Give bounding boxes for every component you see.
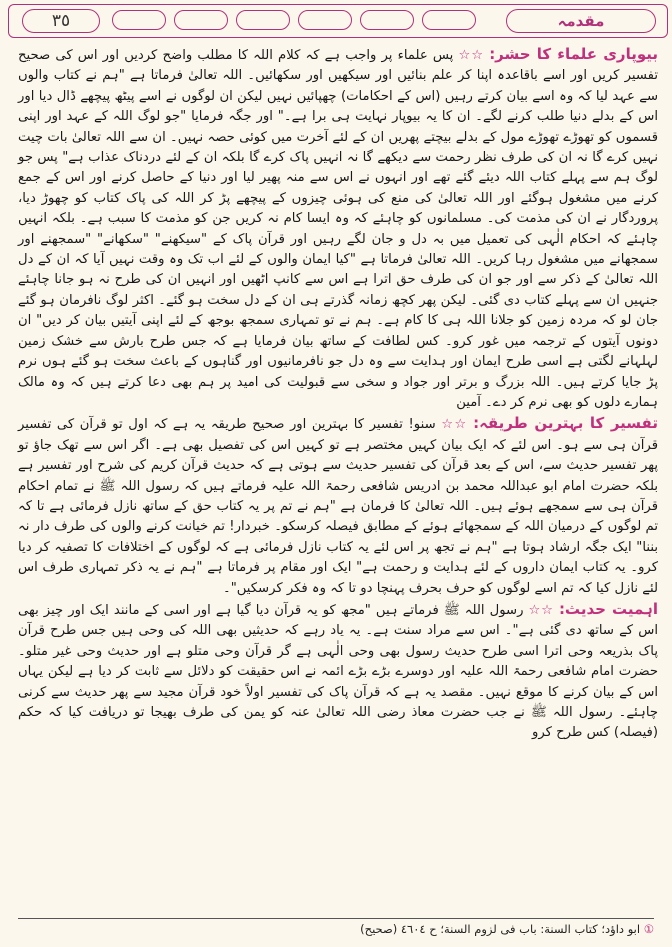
- header-ornament: [360, 10, 414, 30]
- page-number: ٣٥: [22, 9, 100, 33]
- star-icon: ☆☆: [528, 602, 554, 618]
- page-header: [8, 4, 668, 38]
- footnote-marker: ①: [643, 922, 654, 936]
- section-text: پس علماء پر واجب ہے کہ کلام اللہ کا مطلب واضح کردیں اور اس کی صحیح تفسیر کریں اور اسے باقاعدہ اپنا کر علم بنائیں اور سیکھیں اور سکھائیں۔ اللہ تعالیٰ فرماتا ہے "ہم نے کتاب والوں سے عہد لیا کہ وہ اسے بیان کرتے رہیں (اس کے احکامات) چھپائیں نہیں لیکن ان لوگوں نے اسے پیٹھ پیچھے ڈال دیا اور اس کے بدلے دنیا طلب کرنے لگے۔ ان کا یہ بیوپار نہایت ہی برا ہے۔" اور جگہ فرمایا "جو لوگ اللہ کے عہد اور اپنی قسموں کو تھوڑے تھوڑے مول کے بدلے بیچتے پھریں ان کے لئے آخرت میں کوئی حصہ نہیں۔ ان سے اللہ تعالیٰ بات چیت نہیں کرے گا نہ ان کی طرف نظر رحمت سے دیکھے گا نہ انہیں پاک کرے گا بلکہ ان کے لئے دردناک عذاب ہے" پس جو لوگ ہم سے پہلے کتاب اللہ دیئے گئے تھے اور انہوں نے اس سے منہ پھیر لیا اور دنیا کے حاصل کرنے اور اس کے جمع کرنے میں مشغول ہوگئے اور اللہ تعالیٰ کی منع کی ہوئی چیزوں کے پیچھے پڑ کر اللہ کی پاک کتاب کو چھوڑ دیا، پروردگار نے ان کی مذمت کی۔ مسلمانوں کو چاہئے کہ وہ ایسا کام نہ کریں جن کو مذمت کا سبب ہے۔ بلکہ انہیں چاہئے کہ احکام الٰہی کی تعمیل میں بہ دل و جان لگے رہیں اور قرآن پاک کے "سیکھنے" "سکھانے" "سمجھنے اور سمجھانے میں مشغول رہا کریں۔ اللہ تعالیٰ فرماتا ہے "کیا ایمان والوں کے لئے اب تک وہ وقت نہیں آیا کہ ان کے دل اللہ تعالیٰ کے ذکر سے اور جو ان کی طرف حق اترا ہے اس سے کانپ اٹھیں اور انہیں ان کی طرح نہ ہو جانا چاہئے جنہیں ان سے پہلے کتاب دی گئی۔ لیکن پھر کچھ زمانہ گذرتے ہی ان کے دل سخت ہو گئے۔ اکثر لوگ نافرمان ہو گئے جان لو کہ مردہ زمین کو جلانا اللہ ہی کا کام ہے۔ ہم نے تو تمہاری سمجھ بوجھ کے لئے اپنی آیتیں بیان کر دیں" ان دونوں آیتوں کے ترجمہ میں غور کرو۔ کس لطافت کے ساتھ بیان فرمایا ہے کہ جس طرح بارش سے خشک زمین لہلہانے لگتی ہے اسی طرح ایمان اور ہدایت سے وہ دل جو نافرمانیوں اور گناہوں کے باعث سخت ہو گئے ہوں نرم پڑ جایا کرتے ہیں۔ اللہ بزرگ و برتر اور جواد و سخی سے قبولیت کی امید پر ہم بھی دعا کرتے ہیں کہ وہ مالک ہمارے دلوں کو بھی نرم کر دے۔ آمین: [18, 48, 658, 410]
- main-text: [18, 44, 658, 744]
- section-paragraph: [18, 44, 658, 413]
- section-text: سنو! تفسیر کا بہترین اور صحیح طریقہ یہ ہے کہ اول تو قرآن کی تفسیر قرآن ہی سے ہو۔ اس لئے کہ ایک بیان کہیں مختصر ہے تو کہیں اس کی تفصیل بھی ہے۔ اگر اس سے تھک جاؤ تو پھر تفسیر حدیث سے، اس کے بعد قرآن کی تفسیر حدیث سے ہوتی ہے کہ حدیث قرآن کریم کی شرح اور تفسیر ہے بلکہ حضرت امام ابو عبداللہ محمد بن ادریس شافعی رحمۃ اللہ علیہ فرماتے ہیں کہ رسول اللہ ﷺ نے تمام احکام قرآن ہی سے سمجھے ہوئے ہیں۔ اللہ تعالیٰ کا فرمان ہے "ہم نے تم پر یہ کتاب حق کے ساتھ نازل فرمائی ہے تا کہ تم لوگوں کے درمیان اللہ کے سمجھائے ہوئے کے مطابق فیصلہ کرسکو۔ خبردار! تم خیانت کرنے والوں کی طرف دار نہ بننا" ایک جگہ ارشاد ہوتا ہے "ہم نے تجھ پر اس لئے یہ کتاب نازل فرمائی ہے کہ لوگوں کے اختلافات کا تصفیہ کر دیا کرو۔ یہ کتاب ایمان داروں کے لئے ہدایت و رحمت ہے" ایک اور مقام پر فرماتا ہے "ہم نے یہ ذکر تمہاری طرف اس لئے نازل کیا کہ تم اسے لوگوں کو حرف بحرف پہنچا دو تا کہ وہ فکر کرسکیں"۔: [18, 417, 658, 596]
- footnote-divider: [18, 918, 654, 919]
- header-ornament: [236, 10, 290, 30]
- section-paragraph: [18, 413, 658, 599]
- chapter-title: مقدمہ: [506, 9, 656, 33]
- header-ornament: [422, 10, 476, 30]
- star-icon: ☆☆: [458, 48, 485, 63]
- footnote-text: ابو داؤد؛ کتاب السنة: باب فی لزوم السنة؛ ح ٤٦٠٤ (صحیح): [360, 922, 641, 936]
- header-ornament: [298, 10, 352, 30]
- header-ornament: [112, 10, 166, 30]
- section-text: رسول اللہ ﷺ فرماتے ہیں "مجھ کو یہ قرآن دیا گیا ہے اور اسی کے مانند ایک اور چیز بھی اس کے ساتھ دی گئی ہے"۔ اس سے مراد سنت ہے۔ یہ یاد رہے کہ حدیثیں بھی اللہ کی وحی ہیں جس طرح قرآن پاک بذریعہ وحی اترا اسی طرح حدیث رسول بھی وحی الٰہی ہے گر قرآن وحی متلو ہے اور حدیث وحی غیر متلو۔ حضرت امام شافعی رحمۃ اللہ علیہ اور دوسرے بڑے بڑے ائمہ نے اس حقیقت کو دلائل سے ثابت کر دیا ہے لیکن یہاں اس کے بیان کرنے کا موقع نہیں۔ مقصد یہ ہے کہ قرآن پاک کی تفسیر اولاً خود قرآن مجید سے پھر حدیث سے کرنی چاہئے۔ رسول اللہ ﷺ نے جب حضرت معاذ رضی اللہ تعالیٰ عنہ کو یمن کی طرف بھیجا تو دریافت کیا کہ حکم (فیصلہ) کس طرح کرو: [18, 602, 658, 741]
- footnote: [18, 922, 654, 936]
- section-heading: بیوپاری علماء کا حشر:: [489, 45, 658, 63]
- star-icon: ☆☆: [441, 417, 468, 433]
- section-paragraph: [18, 599, 658, 744]
- section-heading: تفسیر کا بہترین طریقہ:: [473, 414, 658, 433]
- header-ornament: [174, 10, 228, 30]
- section-heading: اہمیت حدیث:: [558, 599, 658, 618]
